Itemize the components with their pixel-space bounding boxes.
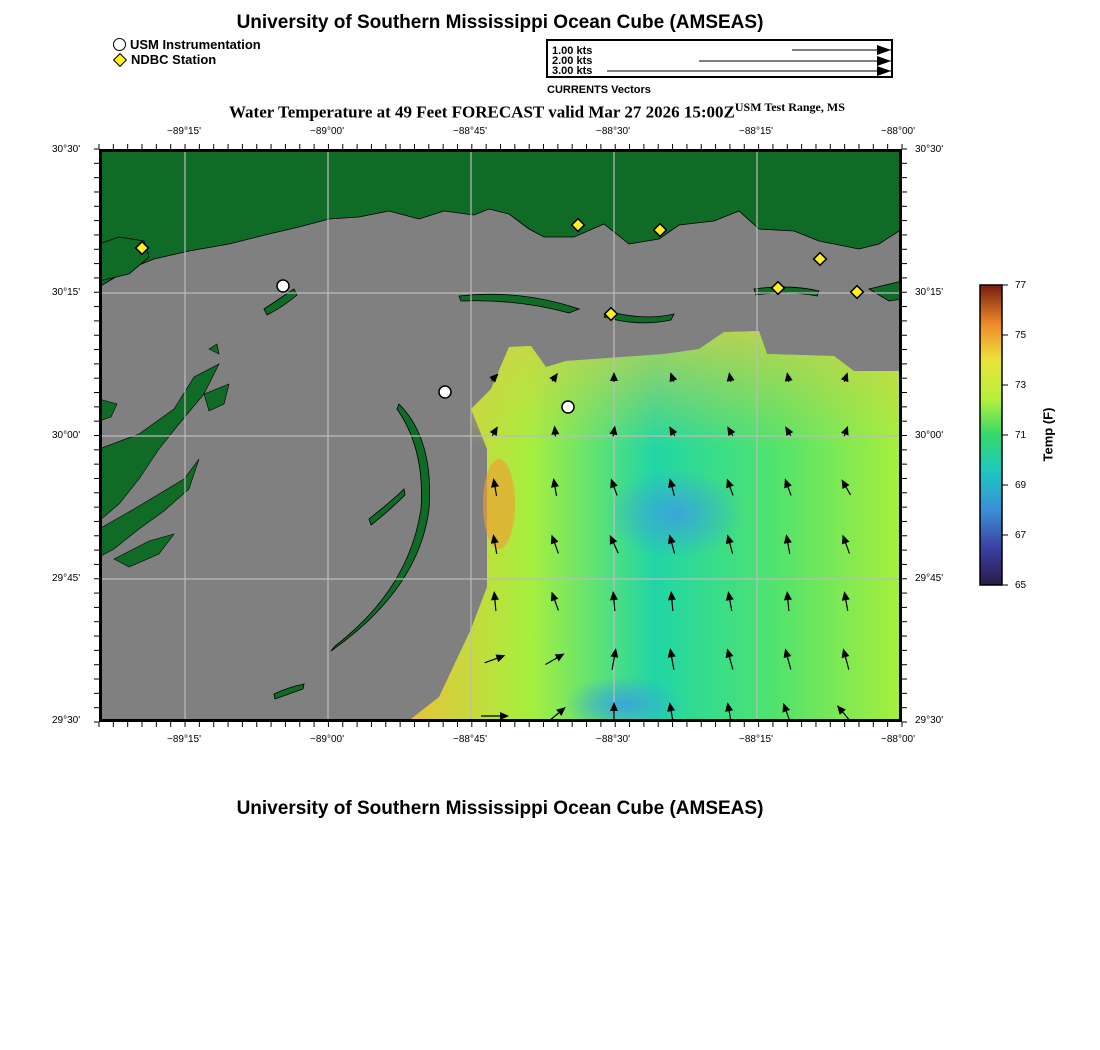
vector-key [546,39,893,78]
lon-tick-bottom-2: −89°00' [310,734,344,745]
lat-tick-left-5: 29°30' [52,715,81,726]
lon-tick-bottom-5: −88°15' [739,734,773,745]
legend-ndbc [113,52,216,67]
temperature-colorbar [978,284,1008,588]
ndbc-diamond-icon [113,52,127,66]
lat-tick-right-4: 29°45' [915,573,944,584]
lon-tick-bottom-4: −88°30' [596,734,630,745]
colorbar-label: Temp (F) [1040,407,1056,462]
colorbar-tick-69: 69 [1015,480,1027,491]
lon-tick-top-1: −89°15' [167,126,201,137]
legend-ndbc-label: NDBC Station [131,52,217,67]
lon-tick-top-3: −88°45' [453,126,487,137]
vector-key-label-2: 2.00 kts [552,55,593,67]
vector-key-label-3: 3.00 kts [552,65,593,77]
lat-tick-right-5: 29°30' [915,715,944,726]
legend-usm-label: USM Instrumentation [130,37,261,52]
frame-ticks [89,139,912,732]
lat-tick-right-2: 30°15' [915,287,944,298]
map-subtitle [229,100,845,123]
lat-tick-left-4: 29°45' [52,573,81,584]
usm-circle-icon [113,38,126,51]
footer-title: University of Southern Mississippi Ocean Cube (AMSEAS) [236,798,764,819]
lon-tick-bottom-3: −88°45' [453,734,487,745]
arrow-icon [877,56,891,66]
lon-tick-top-2: −89°00' [310,126,344,137]
lon-tick-top-5: −88°15' [739,126,773,137]
colorbar-tick-71: 71 [1015,430,1027,441]
colorbar-tick-73: 73 [1015,380,1027,391]
colorbar-tick-65: 65 [1015,580,1027,591]
lat-tick-left-3: 30°00' [52,430,81,441]
vector-key-label-1: 1.00 kts [552,45,593,57]
colorbar-tick-67: 67 [1015,530,1027,541]
page-title: University of Southern Mississippi Ocean Cube (AMSEAS) [236,12,764,33]
lon-tick-bottom-1: −89°15' [167,734,201,745]
lat-tick-right-1: 30°30' [915,144,944,155]
lat-tick-right-3: 30°00' [915,430,944,441]
vector-key-caption: CURRENTS Vectors [547,84,651,96]
legend-usm [113,37,261,52]
map-subtitle-text: Water Temperature at 49 Feet FORECAST valid Mar 27 2026 15:00Z [229,102,735,122]
map-region: USM Test Range, MS [734,100,845,114]
lat-tick-left-1: 30°30' [52,144,81,155]
colorbar-tick-75: 75 [1015,330,1027,341]
arrow-icon [877,45,891,55]
vector-key-arrows [546,39,893,78]
arrow-icon [877,66,891,76]
lon-tick-top-4: −88°30' [596,126,630,137]
lon-tick-bottom-6: −88°00' [881,734,915,745]
lat-tick-left-2: 30°15' [52,287,81,298]
lon-tick-top-6: −88°00' [881,126,915,137]
colorbar-tick-77: 77 [1015,280,1027,291]
